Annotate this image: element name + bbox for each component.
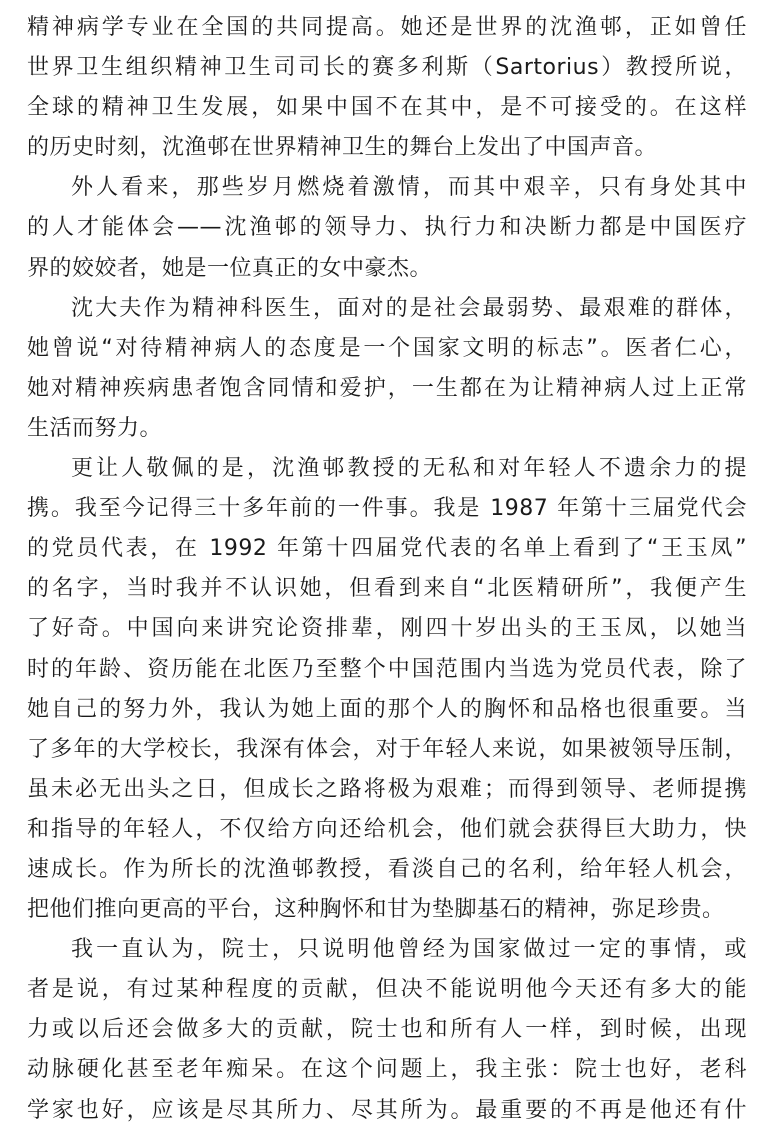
- text-line: 世界卫生组织精神卫生司司长的赛多利斯（Sartorius）教授所说，: [27, 55, 747, 81]
- text-line: 了多年的大学校长，我深有体会，对于年轻人来说，如果被领导压制，: [27, 736, 747, 762]
- text-line: 她自己的努力外，我认为她上面的那个人的胸怀和品格也很重要。当: [27, 696, 747, 722]
- text-line: 和指导的年轻人，不仅给方向还给机会，他们就会获得巨大助力，快: [27, 816, 747, 842]
- text-line: 力或以后还会做多大的贡献，院士也和所有人一样，到时候，出现: [27, 1017, 747, 1043]
- text-line: 的名字，当时我并不认识她，但看到来自“北医精研所”，我便产生: [27, 576, 747, 602]
- paragraph-3: [27, 289, 747, 449]
- text-line: 外人看来，那些岁月燃烧着激情，而其中艰辛，只有身处其中: [71, 175, 747, 201]
- text-line: 她对精神疾病患者饱含同情和爱护，一生都在为让精神病人过上正常: [27, 375, 747, 401]
- text-line: 更让人敬佩的是，沈渔邨教授的无私和对年轻人不遗余力的提: [71, 456, 747, 482]
- paragraph-2: [27, 168, 747, 288]
- text-line: 生活而努力。: [27, 415, 163, 441]
- text-line: 虽未必无出头之日，但成长之路将极为艰难；而得到领导、老师提携: [27, 776, 747, 802]
- text-line: 沈大夫作为精神科医生，面对的是社会最弱势、最艰难的群体，: [71, 295, 747, 321]
- text-line: 全球的精神卫生发展，如果中国不在其中，是不可接受的。在这样: [27, 95, 747, 121]
- text-line: 了好奇。中国向来讲究论资排辈，刚四十岁出头的王玉凤，以她当: [27, 616, 747, 642]
- text-line: 的党员代表，在 1992 年第十四届党代表的名单上看到了“王玉凤”: [27, 536, 747, 562]
- text-line: 把他们推向更高的平台，这种胸怀和甘为垫脚基石的精神，弥足珍贵。: [27, 897, 725, 923]
- text-line: 者是说，有过某种程度的贡献，但决不能说明他今天还有多大的能: [27, 977, 747, 1003]
- text-line: 学家也好，应该是尽其所力、尽其所为。最重要的不再是他还有什: [27, 1097, 747, 1123]
- text-line: 时的年龄、资历能在北医乃至整个中国范围内当选为党员代表，除了: [27, 656, 747, 682]
- text-line: 我一直认为，院士，只说明他曾经为国家做过一定的事情，或: [71, 937, 747, 963]
- text-line: 的人才能体会——沈渔邨的领导力、执行力和决断力都是中国医疗: [27, 215, 747, 241]
- text-line: 携。我至今记得三十多年前的一件事。我是 1987 年第十三届党代会: [27, 496, 747, 522]
- paragraph-5: [27, 930, 747, 1130]
- paragraph-4: [27, 449, 747, 930]
- paragraph-1: [27, 8, 747, 168]
- text-line: 精神病学专业在全国的共同提高。她还是世界的沈渔邨，正如曾任: [27, 15, 747, 40]
- text-line: 她曾说“对待精神病人的态度是一个国家文明的标志”。医者仁心，: [27, 335, 747, 361]
- text-line: 界的姣姣者，她是一位真正的女中豪杰。: [27, 255, 433, 281]
- text-line: 的历史时刻，沈渔邨在世界精神卫生的舞台上发出了中国声音。: [27, 135, 658, 161]
- text-line: 动脉硬化甚至老年痴呆。在这个问题上，我主张：院士也好，老科: [27, 1057, 747, 1083]
- text-line: 速成长。作为所长的沈渔邨教授，看淡自己的名利，给年轻人机会，: [27, 856, 747, 882]
